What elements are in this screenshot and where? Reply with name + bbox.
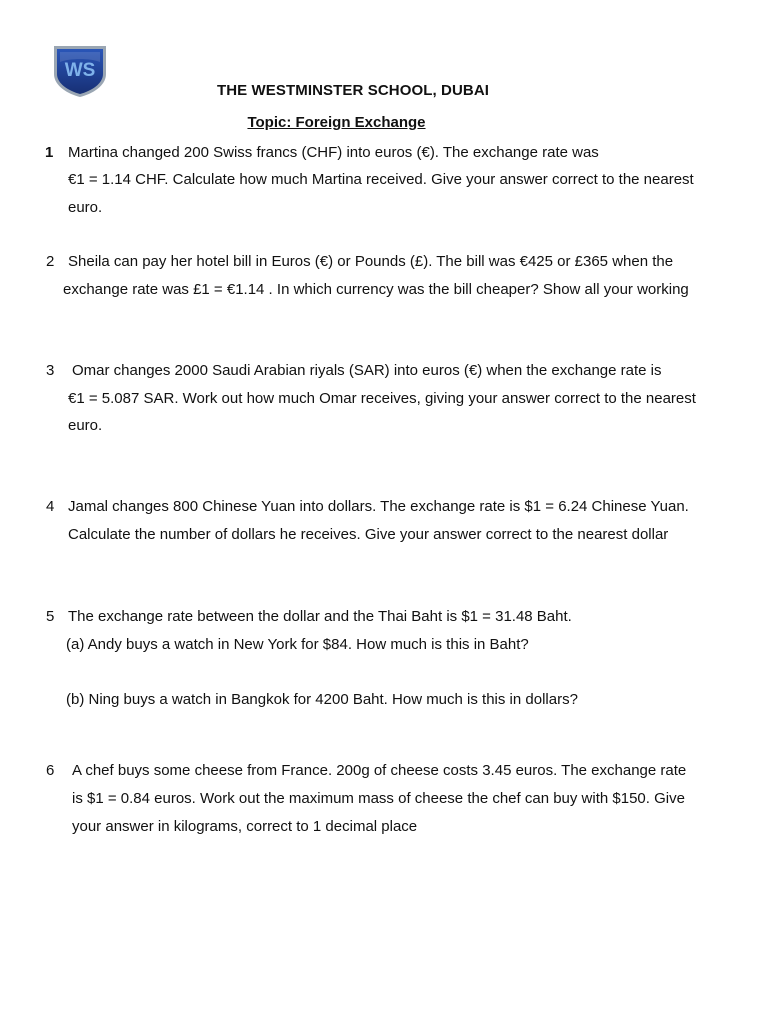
question-2-number: 2 bbox=[46, 253, 55, 270]
question-6-line-1: A chef buys some cheese from France. 200g of cheese costs 3.45 euros. The exchange rate bbox=[72, 762, 687, 779]
question-3-number: 3 bbox=[46, 362, 55, 379]
question-3-line-3: euro. bbox=[68, 417, 103, 434]
question-1-line-2: €1 = 1.14 CHF. Calculate how much Martina received. Give your answer correct to the nearest bbox=[68, 171, 694, 188]
question-1-line-1: Martina changed 200 Swiss francs (CHF) into euros (€). The exchange rate was bbox=[68, 144, 599, 161]
question-6-line-3: your answer in kilograms, correct to 1 decimal place bbox=[72, 818, 418, 835]
question-6-line-2: is $1 = 0.84 euros. Work out the maximum mass of cheese the chef can buy with $150. Give bbox=[72, 790, 685, 807]
question-1-number: 1 bbox=[45, 144, 54, 161]
question-2-line-2: exchange rate was £1 = €1.14 . In which currency was the bill cheaper? Show all your working bbox=[63, 281, 689, 298]
question-4-line-2: Calculate the number of dollars he receives. Give your answer correct to the nearest dollar bbox=[68, 526, 669, 543]
question-3-line-1: Omar changes 2000 Saudi Arabian riyals (SAR) into euros (€) when the exchange rate is bbox=[72, 362, 662, 379]
question-4-number: 4 bbox=[46, 498, 55, 515]
question-5-part-a: (a) Andy buys a watch in New York for $84. How much is this in Baht? bbox=[66, 636, 529, 653]
question-5-part-b: (b) Ning buys a watch in Bangkok for 4200 Baht. How much is this in dollars? bbox=[66, 691, 578, 708]
question-6-number: 6 bbox=[46, 762, 55, 779]
logo-text: WS bbox=[64, 60, 96, 81]
question-3-line-2: €1 = 5.087 SAR. Work out how much Omar receives, giving your answer correct to the nearest bbox=[68, 390, 696, 407]
question-2-line-1: Sheila can pay her hotel bill in Euros (€) or Pounds (£). The bill was €425 or £365 when the bbox=[68, 253, 674, 270]
question-4-line-1: Jamal changes 800 Chinese Yuan into dollars. The exchange rate is $1 = 6.24 Chinese Yuan. bbox=[68, 498, 689, 515]
question-5-number: 5 bbox=[46, 608, 55, 625]
question-1-line-3: euro. bbox=[68, 199, 103, 216]
question-5-line-1: The exchange rate between the dollar and the Thai Baht is $1 = 31.48 Baht. bbox=[68, 608, 572, 625]
school-name: THE WESTMINSTER SCHOOL, DUBAI bbox=[216, 82, 490, 99]
topic-title: Topic: Foreign Exchange bbox=[247, 114, 426, 131]
